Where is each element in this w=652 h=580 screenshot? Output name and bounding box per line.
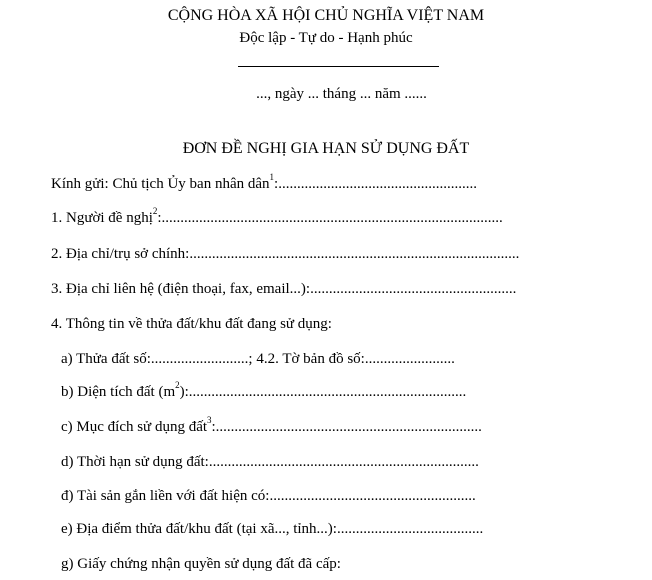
recipient-line	[51, 172, 477, 193]
fill-dots: ........................................................................................	[189, 246, 520, 262]
subfield-assets	[61, 487, 476, 505]
field-label: 2. Địa chỉ/trụ sở chính:	[51, 246, 190, 262]
date-line: ..., ngày ... tháng ... năm ......	[256, 86, 427, 102]
fill-dots: .......................................................	[310, 281, 517, 297]
subfield-label: b) Diện tích đất (m	[61, 384, 176, 400]
field-land-info	[51, 315, 332, 333]
fill-dots: .......................................................	[269, 488, 476, 504]
subfield-purpose	[61, 415, 482, 436]
footnote-ref: 1	[269, 172, 275, 182]
fill-dots: ........................................................................	[208, 454, 479, 470]
field-label: 4. Thông tin về thửa đất/khu đất đang sử dụng:	[51, 316, 332, 332]
fill-dots: :...........................................................................................	[157, 210, 503, 226]
field-contact	[51, 280, 516, 298]
subfield-label: đ) Tài sản gắn liền với đất hiện có:	[61, 488, 270, 504]
subfield-label: g) Giấy chứng nhận quyền sử dụng đất đã cấp:	[61, 556, 341, 572]
fill-dots: .......................................	[336, 521, 484, 537]
subfield-label: c) Mục đích sử dụng đất	[61, 419, 208, 435]
subfield-parcel-number	[61, 350, 455, 368]
field-label: 3. Địa chỉ liên hệ (điện thoại, fax, email...):	[51, 281, 311, 297]
motto: Độc lập - Tự do - Hạnh phúc	[239, 30, 413, 46]
superscript: 2	[175, 380, 180, 390]
field-requester	[51, 206, 503, 227]
recipient-label: Kính gửi: Chủ tịch Ủy ban nhân dân	[51, 176, 270, 192]
document-title: ĐƠN ĐỀ NGHỊ GIA HẠN SỬ DỤNG ĐẤT	[182, 140, 470, 157]
subfield-label: e) Địa điểm thửa đất/khu đất (tại xã..., tỉnh...):	[61, 521, 337, 537]
subfield-certificate	[61, 555, 341, 573]
subfield-label: a) Thửa đất số:	[61, 351, 151, 367]
field-address	[51, 245, 519, 263]
fill-dots: ):..........................................................................	[179, 384, 467, 400]
footnote-ref: 2	[152, 206, 158, 216]
fill-dots: :.....................................................	[274, 176, 477, 192]
footnote-ref: 3	[207, 415, 212, 425]
fill-dots: ..........................; 4.2. Tờ bản đồ số:........................	[150, 351, 455, 367]
nation-heading: CỘNG HÒA XÃ HỘI CHỦ NGHĨA VIỆT NAM	[167, 7, 485, 24]
fill-dots: :.......................................................................	[211, 419, 482, 435]
subfield-term	[61, 453, 479, 471]
header-divider	[238, 66, 439, 67]
subfield-area	[61, 380, 467, 401]
field-label: 1. Người đề nghị	[51, 210, 153, 226]
subfield-label: d) Thời hạn sử dụng đất:	[61, 454, 209, 470]
subfield-location	[61, 520, 483, 538]
